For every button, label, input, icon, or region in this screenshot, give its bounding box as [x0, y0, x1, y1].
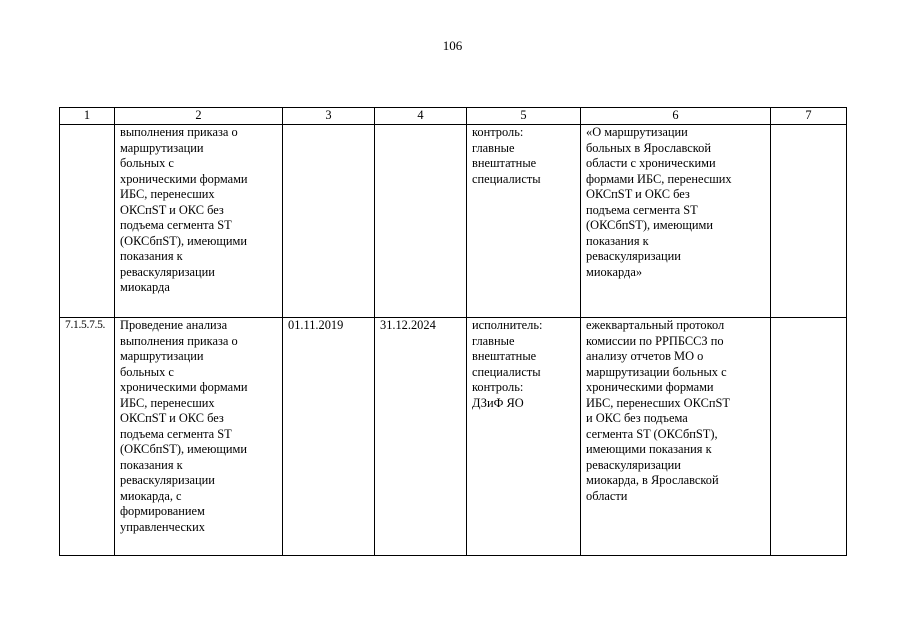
column-header-3: 3 — [283, 108, 375, 125]
start-date-cell: 01.11.2019 — [283, 318, 375, 556]
plan-table — [59, 107, 847, 556]
responsible-cell: контроль: главные внештатные специалисты — [467, 125, 581, 318]
table-row — [60, 125, 847, 318]
event-cell: выполнения приказа о маршрутизации больных с хроническими формами ИБС, перенесших ОКСпST и ОКС без подъема сегмента ST (ОКСбпST), имеющими показания к реваскуляризации миокарда — [115, 125, 283, 318]
note-cell — [771, 125, 847, 318]
column-header-2: 2 — [115, 108, 283, 125]
table-row — [60, 318, 847, 556]
end-date-cell: 31.12.2024 — [375, 318, 467, 556]
start-date-cell — [283, 125, 375, 318]
end-date-cell — [375, 125, 467, 318]
responsible-cell: исполнитель: главные внештатные специалисты контроль: ДЗиФ ЯО — [467, 318, 581, 556]
column-header-5: 5 — [467, 108, 581, 125]
result-cell: «О маршрутизации больных в Ярославской области с хроническими формами ИБС, перенесших ОКСпST и ОКС без подъема сегмента ST (ОКСбпST), имеющими показания к реваскуляризации миокарда» — [581, 125, 771, 318]
event-cell: Проведение анализа выполнения приказа о маршрутизации больных с хроническими формами ИБС, перенесших ОКСпST и ОКС без подъема сегмента ST (ОКСбпST), имеющими показания к реваскуляризации миокарда, с формированием управленческих — [115, 318, 283, 556]
column-header-1: 1 — [60, 108, 115, 125]
page-number: 106 — [442, 38, 463, 53]
result-cell: ежеквартальный протокол комиссии по РРПБССЗ по анализу отчетов МО о маршрутизации больных с хроническими формами ИБС, перенесших ОКСпST и ОКС без подъема сегмента ST (ОКСбпST), имеющими показания к реваскуляризации миокарда, в Ярославской области — [581, 318, 771, 556]
item-number-cell — [60, 125, 115, 318]
note-cell — [771, 318, 847, 556]
table-header-row — [60, 108, 847, 125]
column-header-6: 6 — [581, 108, 771, 125]
column-header-7: 7 — [771, 108, 847, 125]
item-number-cell: 7.1.5.7.5. — [60, 318, 115, 556]
column-header-4: 4 — [375, 108, 467, 125]
